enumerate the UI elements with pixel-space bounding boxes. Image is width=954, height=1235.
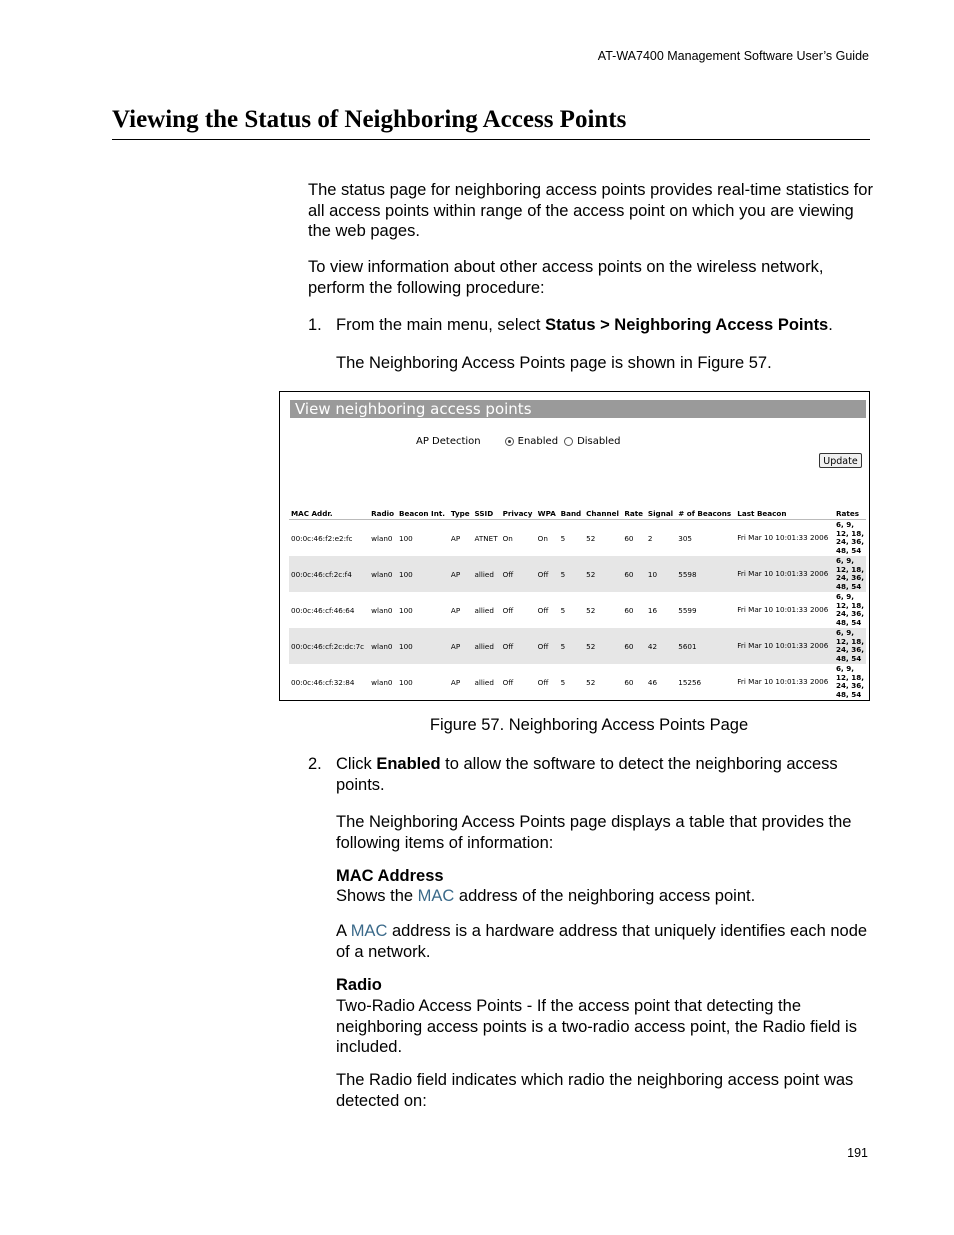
table-cell: 00:0c:46:cf:32:84 (291, 677, 355, 687)
table-cell: 42 (646, 628, 676, 664)
table-cell: 100 (397, 556, 449, 592)
table-cell: Off (501, 556, 536, 592)
table-row (289, 592, 866, 628)
table-cell: 2 (647, 533, 653, 543)
radio-desc: Two-Radio Access Points - If the access point that detecting the neighboring access points is a two-radio access point, the Radio field is included. (336, 997, 857, 1056)
column-header: Band (559, 507, 585, 520)
table-cell: 10 (646, 556, 676, 592)
table-cell: Fri Mar 10 10:01:33 2006 (737, 604, 829, 614)
figure-caption: Figure 57. Neighboring Access Points Page (429, 716, 749, 734)
table-row (289, 556, 866, 592)
mac-address-def: A MAC address is a hardware address that uniquely identifies each node of a network. (336, 922, 868, 961)
column-header: Last Beacon (735, 507, 834, 520)
table-cell: AP (449, 628, 473, 664)
column-header: Rate (622, 507, 646, 520)
table-row (289, 628, 866, 664)
menu-path: Status > Neighboring Access Points (545, 316, 829, 334)
column-header: Beacon Int. (397, 507, 449, 520)
intro-paragraph: The status page for neighboring access points provides real-time statistics for all access points within range of the access point on which you are viewing the web pages. (308, 181, 873, 240)
radio-field-desc: The Radio field indicates which radio the neighboring access point was detected on: (336, 1071, 854, 1110)
table-cell: 15256 (678, 677, 702, 687)
table-cell: Fri Mar 10 10:01:33 2006 (735, 628, 834, 664)
table-row (289, 664, 866, 700)
table-cell: 52 (584, 628, 622, 664)
table-cell: On (502, 533, 513, 543)
table-cell: wlan0 (371, 677, 393, 687)
table-cell: 5601 (676, 628, 735, 664)
table-cell: 52 (586, 533, 596, 543)
figure-title-bar: View neighboring access points (290, 400, 866, 418)
column-header: Type (449, 507, 473, 520)
table-cell: 6, 9, 12, 18, 24, 36, 48, 54 (836, 520, 864, 555)
page-number: 191 (847, 1146, 868, 1160)
table-cell: 305 (678, 533, 692, 543)
table-cell: On (537, 533, 548, 543)
table-cell: ATNET (474, 533, 498, 543)
step-1-note: The Neighboring Access Points page is shown in Figure 57. (336, 354, 772, 372)
table-cell: 100 (399, 605, 413, 615)
table-cell: 5 (559, 556, 585, 592)
column-header: Radio (369, 507, 397, 520)
ap-detection-row (416, 436, 627, 447)
table-cell: 5 (560, 677, 566, 687)
running-header: AT-WA7400 Management Software User’s Guide (597, 49, 869, 63)
table-cell: allied (473, 628, 501, 664)
table-cell: wlan0 (371, 533, 393, 543)
column-header: SSID (473, 507, 501, 520)
table-cell: 16 (647, 605, 658, 615)
table-cell: allied (474, 677, 494, 687)
column-header: Privacy (501, 507, 536, 520)
table-cell: wlan0 (371, 605, 393, 615)
step-2-text: Click Enabled to allow the software to detect the neighboring access points. (336, 755, 838, 794)
update-button[interactable]: Update (819, 453, 862, 468)
table-cell: 100 (399, 533, 413, 543)
table-cell: 5598 (676, 556, 735, 592)
section-title: Viewing the Status of Neighboring Access Points (112, 106, 870, 140)
procedure-intro: To view information about other access points on the wireless network, perform the following procedure: (308, 258, 824, 297)
column-header: Channel (584, 507, 622, 520)
table-cell: Off (537, 677, 549, 687)
table-cell: AP (449, 556, 473, 592)
table-header-row (289, 507, 866, 520)
ap-detection-label: AP Detection (416, 436, 481, 447)
table-cell: Off (536, 556, 559, 592)
table-cell: AP (450, 677, 461, 687)
table-cell: Fri Mar 10 10:01:33 2006 (737, 676, 829, 686)
enabled-term: Enabled (376, 755, 441, 773)
table-cell: 60 (624, 533, 634, 543)
table-row (289, 520, 866, 557)
table-cell: 52 (586, 605, 596, 615)
table-cell: 6, 9, 12, 18, 24, 36, 48, 54 (834, 556, 866, 592)
table-cell: 52 (586, 677, 596, 687)
table-cell: AP (450, 533, 461, 543)
table-cell: 00:0c:46:cf:46:64 (291, 605, 355, 615)
disabled-option[interactable]: Disabled (564, 436, 620, 447)
mac-link[interactable]: MAC (417, 887, 455, 905)
column-header: WPA (536, 507, 559, 520)
table-cell: wlan0 (369, 628, 397, 664)
table-cell: 46 (647, 677, 658, 687)
neighbor-ap-table (289, 507, 866, 700)
disabled-radio[interactable] (564, 437, 573, 446)
step-2-note: The Neighboring Access Points page displays a table that provides the following items of information: (336, 813, 852, 852)
table-cell: 60 (624, 677, 634, 687)
table-cell: allied (474, 605, 494, 615)
table-cell: 00:0c:46:cf:2c:dc:7c (289, 628, 369, 664)
table-cell: Fri Mar 10 10:01:33 2006 (735, 556, 834, 592)
table-cell: 5599 (678, 605, 697, 615)
figure-screenshot (279, 391, 870, 701)
table-cell: AP (450, 605, 461, 615)
table-cell: 100 (399, 677, 413, 687)
table-cell: 6, 9, 12, 18, 24, 36, 48, 54 (834, 628, 866, 664)
table-cell: Off (537, 605, 549, 615)
table-cell: 100 (397, 628, 449, 664)
column-header: MAC Addr. (289, 507, 369, 520)
table-cell: 5 (560, 605, 566, 615)
table-cell: Off (502, 677, 514, 687)
mac-address-heading: MAC Address (336, 867, 444, 885)
table-cell: 6, 9, 12, 18, 24, 36, 48, 54 (836, 592, 864, 627)
step-1-number: 1. (308, 316, 322, 334)
radio-heading: Radio (336, 976, 382, 994)
table-cell: Off (536, 628, 559, 664)
column-header: Rates (834, 507, 866, 520)
mac-address-desc: Shows the MAC address of the neighboring access point. (336, 887, 756, 905)
table-cell: 52 (584, 556, 622, 592)
step-2-number: 2. (308, 755, 322, 773)
table-cell: 5 (560, 533, 566, 543)
mac-link-2[interactable]: MAC (350, 922, 388, 940)
column-header: # of Beacons (676, 507, 735, 520)
table-cell: 60 (622, 628, 646, 664)
table-cell: 00:0c:46:f2:e2:fc (291, 533, 353, 543)
table-cell: allied (473, 556, 501, 592)
enabled-radio[interactable] (505, 437, 514, 446)
table-cell: 60 (622, 556, 646, 592)
table-cell: wlan0 (369, 556, 397, 592)
step-1-text: From the main menu, select Status > Neighboring Access Points. (336, 316, 833, 334)
table-cell: 5 (559, 628, 585, 664)
enabled-option[interactable]: Enabled (505, 436, 558, 447)
table-cell: Fri Mar 10 10:01:33 2006 (737, 532, 829, 542)
table-cell: 6, 9, 12, 18, 24, 36, 48, 54 (836, 664, 864, 699)
table-cell: Off (501, 628, 536, 664)
table-cell: Off (502, 605, 514, 615)
table-cell: 00:0c:46:cf:2c:f4 (289, 556, 369, 592)
table-cell: 60 (624, 605, 634, 615)
column-header: Signal (646, 507, 676, 520)
